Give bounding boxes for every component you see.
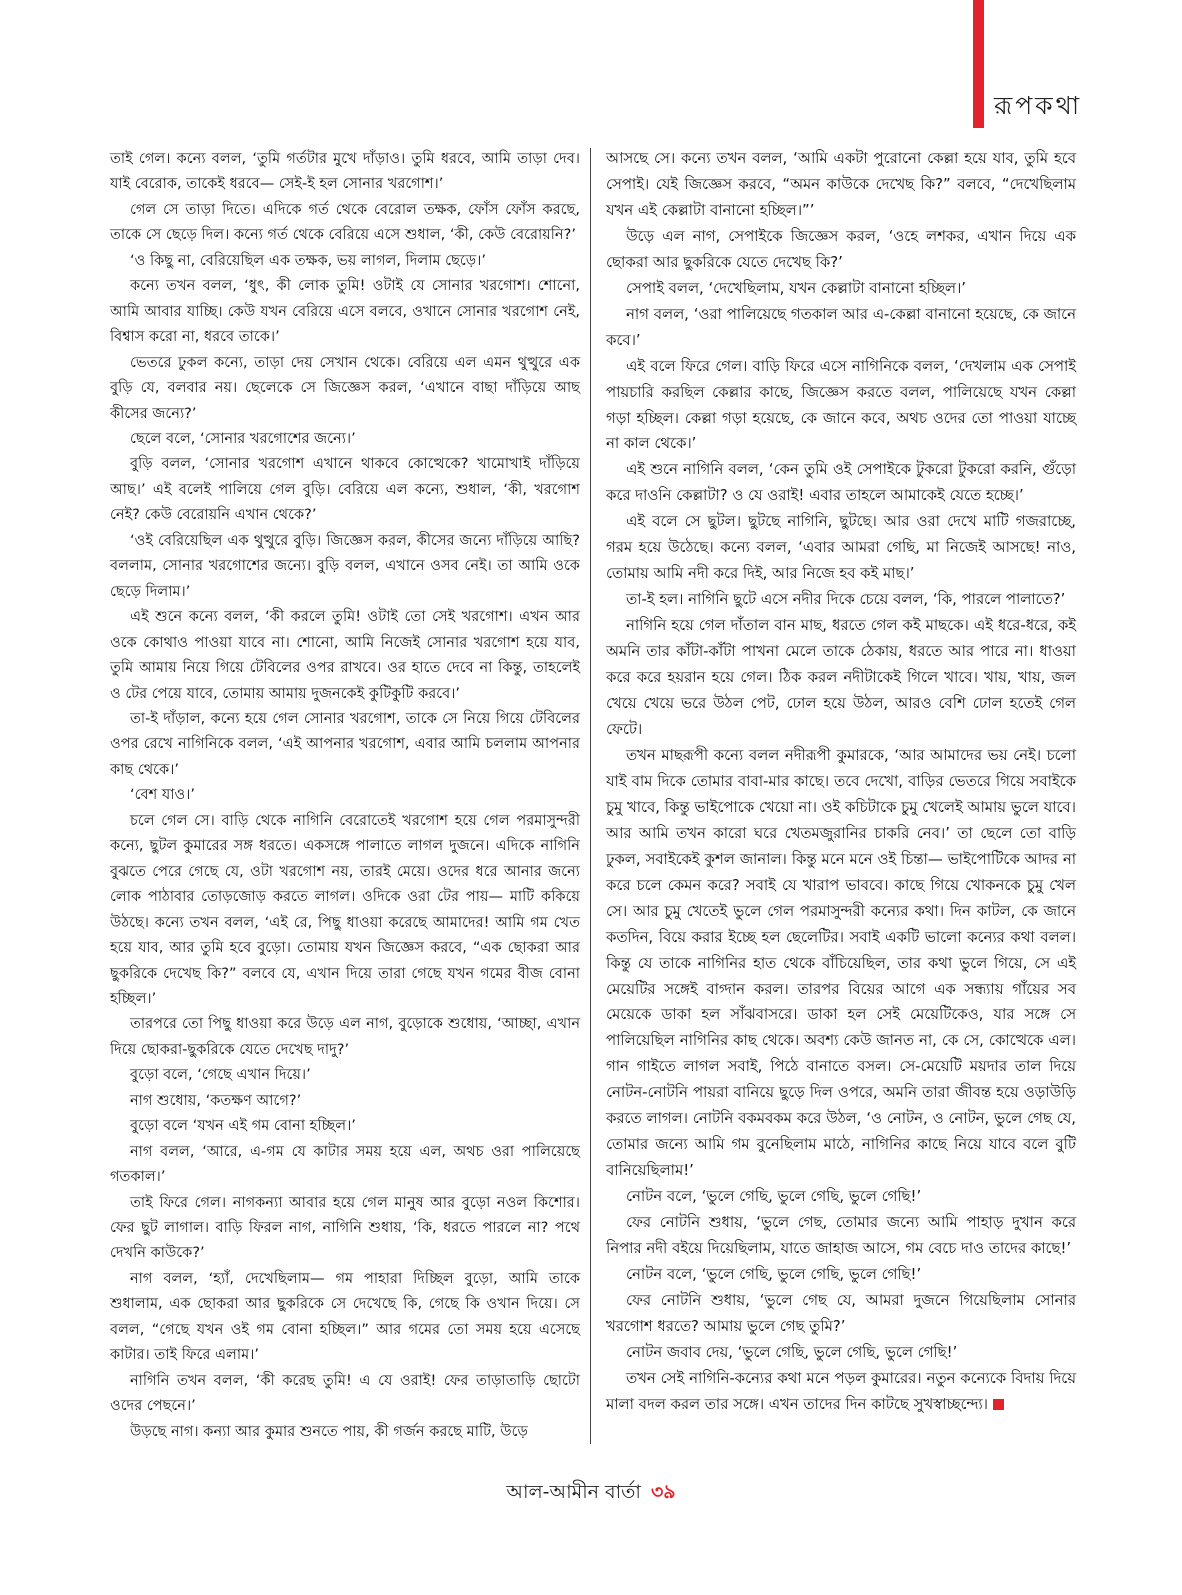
magazine-name: আল-আমীন বার্তা <box>506 1481 641 1503</box>
page-footer <box>0 1478 1182 1510</box>
final-paragraph <box>606 1366 1076 1418</box>
paragraph: তাই ফিরে গেল। নাগকন্যা আবার হয়ে গেল মানুষ আর বুড়ো নওল কিশোর। ফের ছুট লাগাল। বাড়ি ফিরল নাগ, নাগিনি শুধায়, ‘কি, ধরতে পারলে না? পথে দেখনি কাউকে?’ <box>110 1193 580 1262</box>
paragraph: নাগ বলল, ‘আরে, এ-গম যে কাটার সময় হয়ে এল, অথচ ওরা পালিয়েছে গতকাল।’ <box>110 1142 580 1186</box>
page-number: ৩৯ <box>650 1481 676 1503</box>
paragraph: সেপাই বলল, ‘দেখেছিলাম, যখন কেল্লাটা বানানো হচ্ছিল।’ <box>626 278 967 297</box>
paragraph: নাগিনি তখন বলল, ‘কী করেছ তুমি! এ যে ওরাই! ফের তাড়াতাড়ি ছোটো ওদের পেছনে।’ <box>110 1371 580 1415</box>
paragraph: উড়ে এল নাগ, সেপাইকে জিজ্ঞেস করল, ‘ওহে লশকর, এখান দিয়ে এক ছোকরা আর ছুকরিকে যেতে দেখেছ কি?’ <box>606 226 1076 271</box>
paragraph: উড়ছে নাগ। কন্যা আর কুমার শুনতে পায়, কী গর্জন করছে মাটি, উড়ে <box>130 1422 528 1440</box>
paragraph: বুড়ো বলে ‘যখন এই গম বোনা হচ্ছিল।’ <box>130 1117 356 1135</box>
paragraph: নাগিনি হয়ে গেল দাঁতাল বান মাছ, ধরতে গেল কই মাছকে। এই ধরে-ধরে, কই অমনি তার কাঁটা-কাঁটা পাখনা মেলে তাকে ঠেকায়, ধরতে আর পারে না। ধাওয়া করে করে হয়রান হয়ে গেল। ঠিক করল নদীটাকেই গিলে খাবে। খায়, খায়, জল খেয়ে খেয়ে ভরে উঠল পেট, ঢোল হয়ে উঠল, আরও বেশি ঢোল হতেই গেল ফেটে। <box>606 616 1076 738</box>
paragraph: নাগ বলল, ‘ওরা পালিয়েছে গতকাল আর এ-কেল্লা বানানো হয়েছে, কে জানে কবে।’ <box>606 304 1076 349</box>
paragraph: চলে গেল সে। বাড়ি থেকে নাগিনি বেরোতেই খরগোশ হয়ে গেল পরমাসুন্দরী কন্যে, ছুটল কুমারের সঙ্গ ধরতে। একসঙ্গে পালাতে লাগল দুজনে। এদিকে নাগিনি বুঝতে পেরে গেছে যে, ওটা খরগোশ নয়, তারই মেয়ে। ওদের ধরে আনার জন্যে লোক পাঠাবার তোড়জোড় করতে লাগল। ওদিকে ওরা টের পায়— মাটি ককিয়ে উঠছে। কন্যে তখন বলল, ‘এই রে, পিছু ধাওয়া করেছে আমাদের! আমি গম খেত হয়ে যাব, আর তুমি হবে বুড়ো। তোমায় যখন জিজ্ঞেস করবে, “এক ছোকরা আর ছুকরিকে দেখেছ কি?” বলবে যে, এখান দিয়ে তারা গেছে যখন গমের বীজ বোনা হচ্ছিল।’ <box>110 811 580 1007</box>
paragraph: কন্যে তখন বলল, ‘ধুৎ, কী লোক তুমি! ওটাই যে সোনার খরগোশ। শোনো, আমি আবার যাচ্ছি। কেউ যখন বেরিয়ে এসে বলবে, ওখানে সোনার খরগোশ নেই, বিশ্বাস করো না, ধরবে তাকে।’ <box>110 277 580 346</box>
paragraph: বুড়ি বলল, ‘সোনার খরগোশ এখানে থাকবে কোত্থেকে? খামোখাই দাঁড়িয়ে আছ।’ এই বলেই পালিয়ে গেল বুড়ি। বেরিয়ে এল কন্যে, শুধাল, ‘কী, খরগোশ নেই? কেউ বেরোয়নি এখান থেকে?’ <box>110 455 580 524</box>
paragraph: ছেলে বলে, ‘সোনার খরগোশের জন্যে।’ <box>130 429 356 447</box>
left-column <box>110 146 580 1444</box>
paragraph: তা-ই দাঁড়াল, কন্যে হয়ে গেল সোনার খরগোশ, তাকে সে নিয়ে গিয়ে টেবিলের ওপর রেখে নাগিনিকে বলল, ‘এই আপনার খরগোশ, এবার আমি চললাম আপনার কাছ থেকে।’ <box>110 709 580 778</box>
paragraph: ‘ওই বেরিয়েছিল এক থুত্থুরে বুড়ি। জিজ্ঞেস করল, কীসের জন্যে দাঁড়িয়ে আছি? বললাম, সোনার খরগোশের জন্যে। বুড়ি বলল, এখানে ওসব নেই। তা আমি ওকে ছেড়ে দিলাম।’ <box>110 531 580 600</box>
paragraph: নোটন জবাব দেয়, ‘ভুলে গেছি, ভুলে গেছি, ভুলে গেছি!’ <box>626 1342 958 1361</box>
paragraph: ফের নোটনি শুধায়, ‘ভুলে গেছ, তোমার জন্যে আমি পাহাড় দুখান করে নিপার নদী বইয়ে দিয়েছিলাম, যাতে জাহাজ আসে, গম বেচে দাও তাদের কাছে!’ <box>606 1213 1076 1258</box>
paragraph: তারপরে তো পিছু ধাওয়া করে উড়ে এল নাগ, বুড়োকে শুধোয়, ‘আচ্ছা, এখান দিয়ে ছোকরা-ছুকরিকে যেতে দেখেছ দাদু?’ <box>110 1015 580 1058</box>
paragraph: এই শুনে কন্যে বলল, ‘কী করলে তুমি! ওটাই তো সেই খরগোশ। এখন আর ওকে কোথাও পাওয়া যাবে না। শোনো, আমি নিজেই সোনার খরগোশ হয়ে যাব, তুমি আমায় নিয়ে গিয়ে টেবিলের ওপর রাখবে। ওর হাতে দেবে না কিন্তু, তাহলেই ও টের পেয়ে যাবে, তোমায় আমায় দুজনকেই কুটিকুটি করবে।’ <box>110 608 580 702</box>
paragraph: নোটন বলে, ‘ভুলে গেছি, ভুলে গেছি, ভুলে গেছি!’ <box>626 1187 922 1206</box>
paragraph: গেল সে তাড়া দিতে। এদিকে গর্ত থেকে বেরোল তক্ষক, ফোঁস ফোঁস করছে, তাকে সে ছেড়ে দিল। কন্যে গর্ত থেকে বেরিয়ে এসে শুধাল, ‘কী, কেউ বেরোয়নি?’ <box>110 200 580 244</box>
paragraph: এই বলে সে ছুটল। ছুটছে নাগিনি, ছুটছে। আর ওরা দেখে মাটি গজরাচ্ছে, গরম হয়ে উঠেছে। কন্যে বলল, ‘এবার আমরা গেছি, মা নিজেই আসছে! নাও, তোমায় আমি নদী করে দিই, আর নিজে হব কই মাছ।’ <box>606 512 1076 583</box>
paragraph: নাগ বলল, ‘হ্যাঁ, দেখেছিলাম— গম পাহারা দিচ্ছিল বুড়ো, আমি তাকে শুধালাম, এক ছোকরা আর ছুকরিকে সে দেখেছে কি, গেছে কি ওখান দিয়ে। সে বলল, “গেছে যখন ওই গম বোনা হচ্ছিল।” আর গমের তো সময় হয়ে এসেছে কাটার। তাই ফিরে এলাম।’ <box>110 1269 580 1364</box>
section-label: রূপকথা <box>994 91 1083 120</box>
paragraph: ‘বেশ যাও।’ <box>130 786 195 804</box>
paragraph: নোটন বলে, ‘ভুলে গেছি, ভুলে গেছি, ভুলে গেছি!’ <box>626 1264 922 1283</box>
paragraph: আসছে সে। কন্যে তখন বলল, ‘আমি একটা পুরোনো কেল্লা হয়ে যাব, তুমি হবে সেপাই। যেই জিজ্ঞেস করবে, “অমন কাউকে দেখেছ কি?” বলবে, “দেখেছিলাম যখন এই কেল্লাটা বানানো হচ্ছিল।”’ <box>606 149 1076 219</box>
paragraph: তা-ই হল। নাগিনি ছুটে এসে নদীর দিকে চেয়ে বলল, ‘কি, পারলে পালাতে?’ <box>626 590 1066 609</box>
paragraph: এই শুনে নাগিনি বলল, ‘কেন তুমি ওই সেপাইকে টুকরো টুকরো করনি, গুঁড়ো করে দাওনি কেল্লাটা? ও যে ওরাই! এবার তাহলে আমাকেই যেতে হচ্ছে।’ <box>606 460 1076 505</box>
paragraph: তখন মাছরূপী কন্যে বলল নদীরূপী কুমারকে, ‘আর আমাদের ভয় নেই। চলো যাই বাম দিকে তোমার বাবা-মার কাছে। তবে দেখো, বাড়ির ভেতরে গিয়ে সবাইকে চুমু খাবে, কিন্তু ভাইপোকে খেয়ো না। ওই কচিটাকে চুমু খেলেই আমায় ভুলে যাবে। আর আমি তখন কারো ঘরে খেতমজুরানির চাকরি নেব।’ তা ছেলে তো বাড়ি ঢুকল, সবাইকেই কুশল জানাল। কিন্তু মনে মনে ওই চিন্তা— ভাইপোটিকে আদর না করে চলে কেমন করে? সবাই যে খারাপ ভাববে। কাছে গিয়ে খোকনকে চুমু খেল সে। আর চুমু খেতেই ভুলে গেল পরমাসুন্দরী কন্যের কথা। দিন কাটল, কে জানে কতদিন, বিয়ে করার ইচ্ছে হল ছেলেটির। সবাই একটি ভালো কন্যের কথা বলল। কিন্তু যে তাকে নাগিনির হাত থেকে বাঁচিয়েছিল, তার কথা ভুলে গিয়ে, সে এই মেয়েটির সঙ্গেই বাগ্দান করল। তারপর বিয়ের আগে এক সন্ধ্যায় গাঁয়ের সব মেয়েকে ডাকা হল সাঁঝবাসরে। ডাকা হল সেই মেয়েটিকেও, যার সঙ্গে সে পালিয়েছিল নাগিনির কাছ থেকে। অবশ্য কেউ জানত না, কে সে, কোত্থেকে এল। গান গাইতে লাগল সবাই, পিঠে বানাতে বসল। সে-মেয়েটি ময়দার তাল দিয়ে নোটন-নোটনি পায়রা বানিয়ে ছুড়ে দিল ওপরে, অমনি তারা জীবন্ত হয়ে ওড়াউড়ি করতে লাগল। নোটনি বকমবকম করে উঠল, ‘ও নোটন, ও নোটন, ভুলে গেছ যে, তোমার জন্যে আমি গম বুনেছিলাম মাঠে, নাগিনির কাছে নিয়ে যাবে বলে বুটি বানিয়েছিলাম!’ <box>606 745 1076 1180</box>
accent-bar <box>973 0 984 128</box>
paragraph: তাই গেল। কন্যে বলল, ‘তুমি গর্তটার মুখে দাঁড়াও। তুমি ধরবে, আমি তাড়া দেব। যাই বেরোক, তাকেই ধরবে— সেই-ই হল সোনার খরগোশ।’ <box>110 150 580 193</box>
paragraph: নাগ শুধোয়, ‘কতক্ষণ আগে?’ <box>130 1091 302 1109</box>
end-mark-icon <box>993 1399 1004 1410</box>
paragraph: ভেতরে ঢুকল কন্যে, তাড়া দেয় সেখান থেকে। বেরিয়ে এল এমন থুত্থুরে এক বুড়ি যে, বলবার নয়। ছেলেকে সে জিজ্ঞেস করল, ‘এখানে বাছা দাঁড়িয়ে আছ কীসের জন্যে?’ <box>110 353 580 422</box>
paragraph-text: তখন সেই নাগিনি-কন্যের কথা মনে পড়ল কুমারের। নতুন কন্যেকে বিদায় দিয়ে মালা বদল করল তার সঙ্গে। এখন তাদের দিন কাটছে সুখস্বাচ্ছন্দ্যে। <box>606 1368 1076 1413</box>
paragraph: ফের নোটনি শুধায়, ‘ভুলে গেছ যে, আমরা দুজনে গিয়েছিলাম সোনার খরগোশ ধরতে? আমায় ভুলে গেছ তুমি?’ <box>606 1290 1076 1335</box>
column-divider <box>590 148 591 1444</box>
paragraph: এই বলে ফিরে গেল। বাড়ি ফিরে এসে নাগিনিকে বলল, ‘দেখলাম এক সেপাই পায়চারি করছিল কেল্লার কাছে, জিজ্ঞেস করতে বলল, পালিয়েছে যখন কেল্লা গড়া হচ্ছিল। কেল্লা গড়া হয়েছে, কে জানে কবে, অথচ ওদের তো পাওয়া যাচ্ছে না কাল থেকে।’ <box>606 356 1076 453</box>
right-column <box>606 146 1076 1418</box>
paragraph: বুড়ো বলে, ‘গেছে এখান দিয়ে।’ <box>130 1066 311 1084</box>
paragraph: ‘ও কিছু না, বেরিয়েছিল এক তক্ষক, ভয় লাগল, দিলাম ছেড়ে।’ <box>130 251 486 269</box>
